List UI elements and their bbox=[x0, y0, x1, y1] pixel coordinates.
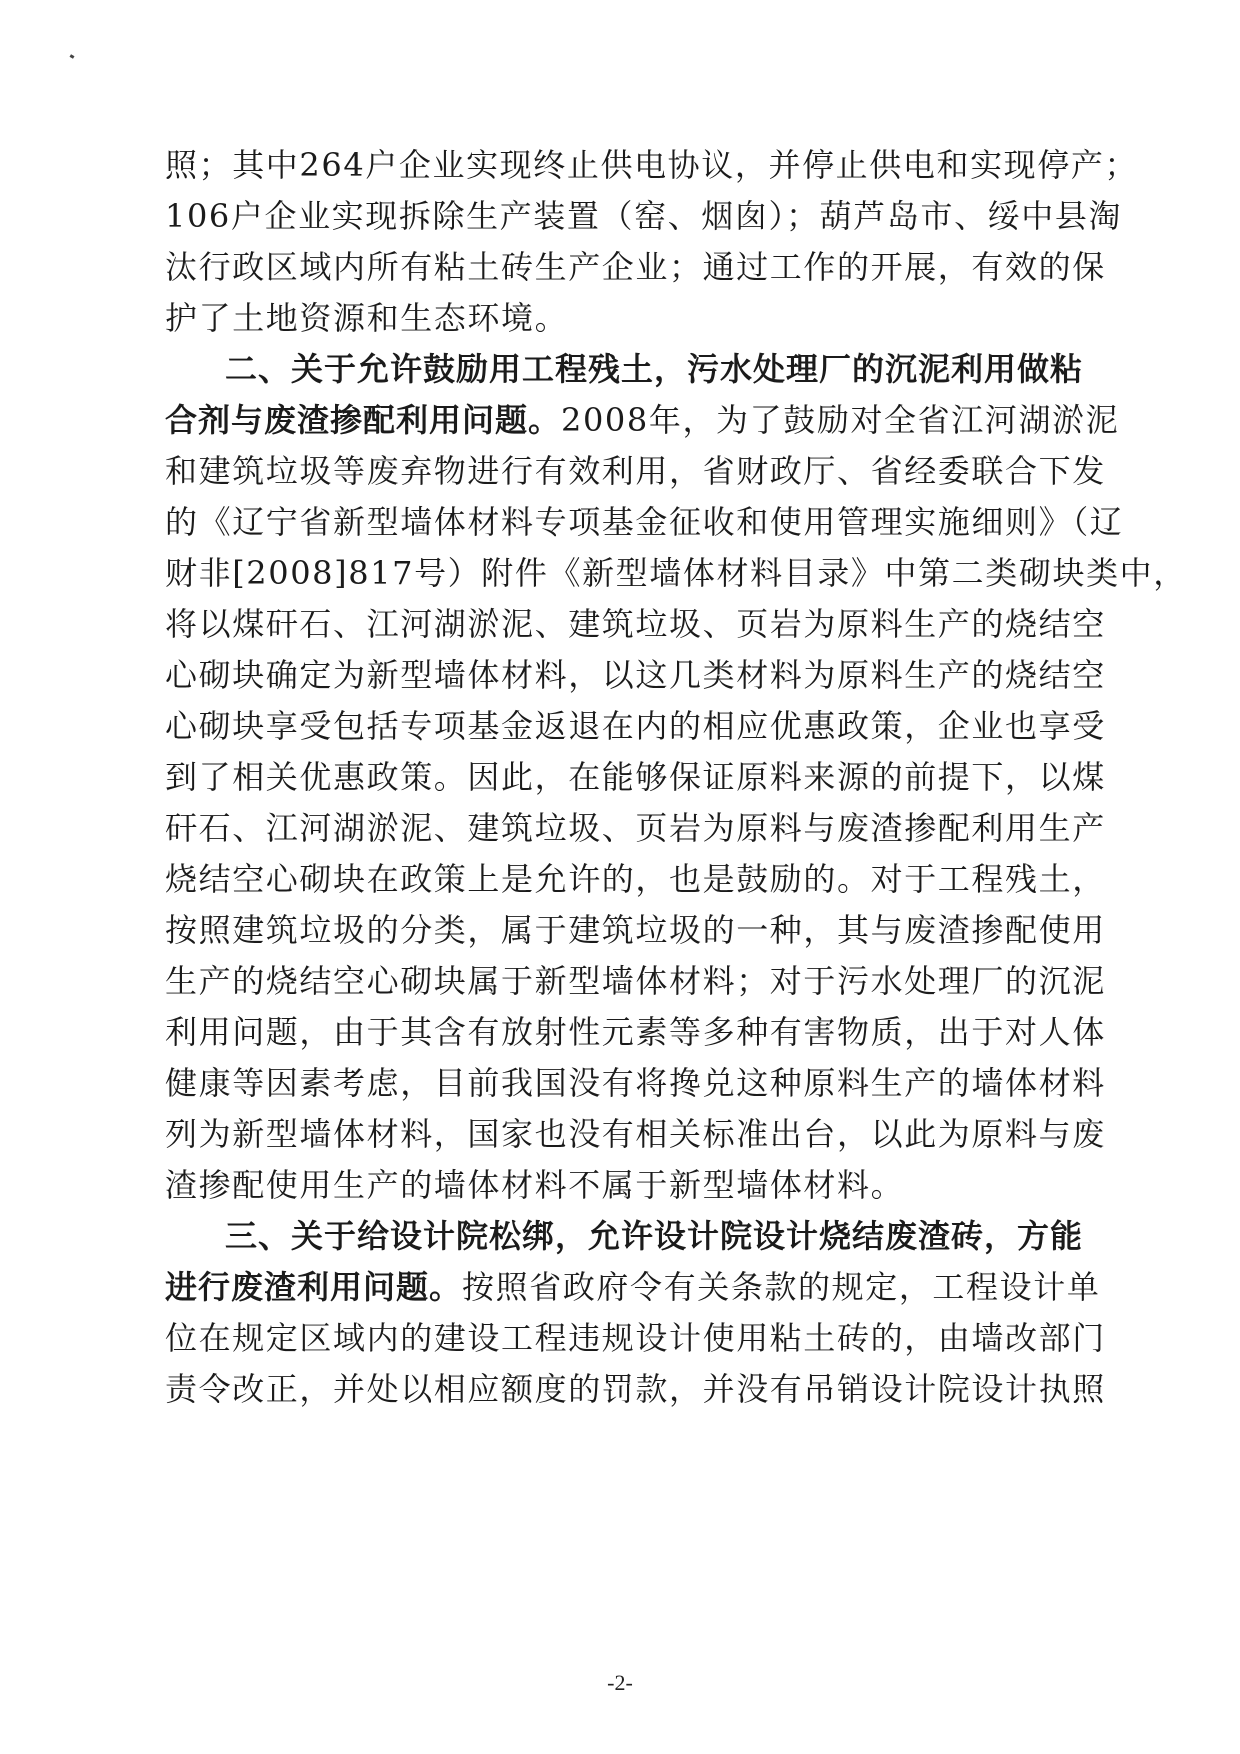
section3-text: 按照省政府令有关条款的规定，工程设计单 bbox=[462, 1268, 1101, 1306]
body-line: 财非[2008]817号）附件《新型墙体材料目录》中第二类砌块类中， bbox=[165, 554, 1187, 592]
body-line: 护了土地资源和生态环境。 bbox=[165, 299, 569, 337]
body-line: 责令改正，并处以相应额度的罚款，并没有吊销设计院设计执照 bbox=[165, 1370, 1106, 1408]
section2-heading: 二、关于允许鼓励用工程残土，污水处理厂的沉泥利用做粘 bbox=[225, 350, 1084, 388]
section2-text: 2008年，为了鼓励对全省江河湖淤泥 bbox=[561, 401, 1120, 439]
page-number: -2- bbox=[607, 1670, 633, 1695]
body-line: 照；其中264户企业实现终止供电协议，并停止供电和实现停产； bbox=[165, 146, 1139, 184]
scan-speck bbox=[70, 54, 75, 59]
body-line: 利用问题，由于其含有放射性元素等多种有害物质，出于对人体 bbox=[165, 1013, 1106, 1051]
body-line: 和建筑垃圾等废弃物进行有效利用，省财政厅、省经委联合下发 bbox=[165, 452, 1106, 490]
section3-heading: 三、关于给设计院松绑，允许设计院设计烧结废渣砖，方能 bbox=[225, 1217, 1084, 1255]
body-line: 106户企业实现拆除生产装置（窑、烟囱）；葫芦岛市、绥中县淘 bbox=[165, 197, 1123, 235]
body-line: 健康等因素考虑，目前我国没有将搀兑这种原料生产的墙体材料 bbox=[165, 1064, 1106, 1102]
body-line: 矸石、江河湖淤泥、建筑垃圾、页岩为原料与废渣掺配利用生产 bbox=[165, 809, 1106, 847]
section2-heading-end: 合剂与废渣掺配利用问题。 bbox=[165, 401, 562, 439]
body-line: 汰行政区域内所有粘土砖生产企业；通过工作的开展，有效的保 bbox=[165, 248, 1106, 286]
section3-heading-line2 bbox=[165, 1262, 1101, 1312]
section3-heading-end: 进行废渣利用问题。 bbox=[165, 1268, 463, 1306]
body-line: 列为新型墙体材料，国家也没有相关标准出台，以此为原料与废 bbox=[165, 1115, 1106, 1153]
body-line: 心砌块享受包括专项基金返退在内的相应优惠政策，企业也享受 bbox=[165, 707, 1106, 745]
body-line: 渣掺配使用生产的墙体材料不属于新型墙体材料。 bbox=[165, 1166, 905, 1204]
body-line: 将以煤矸石、江河湖淤泥、建筑垃圾、页岩为原料生产的烧结空 bbox=[165, 605, 1106, 643]
body-line: 的《辽宁省新型墙体材料专项基金征收和使用管理实施细则》（辽 bbox=[165, 503, 1124, 541]
body-line: 按照建筑垃圾的分类，属于建筑垃圾的一种，其与废渣掺配使用 bbox=[165, 911, 1106, 949]
body-line: 生产的烧结空心砌块属于新型墙体材料；对于污水处理厂的沉泥 bbox=[165, 962, 1106, 1000]
body-line: 烧结空心砌块在政策上是允许的，也是鼓励的。对于工程残土， bbox=[165, 860, 1106, 898]
body-line: 到了相关优惠政策。因此，在能够保证原料来源的前提下，以煤 bbox=[165, 758, 1106, 796]
section2-heading-line2 bbox=[165, 395, 1120, 445]
body-line: 位在规定区域内的建设工程违规设计使用粘土砖的，由墙改部门 bbox=[165, 1319, 1106, 1357]
body-line: 心砌块确定为新型墙体材料，以这几类材料为原料生产的烧结空 bbox=[165, 656, 1106, 694]
